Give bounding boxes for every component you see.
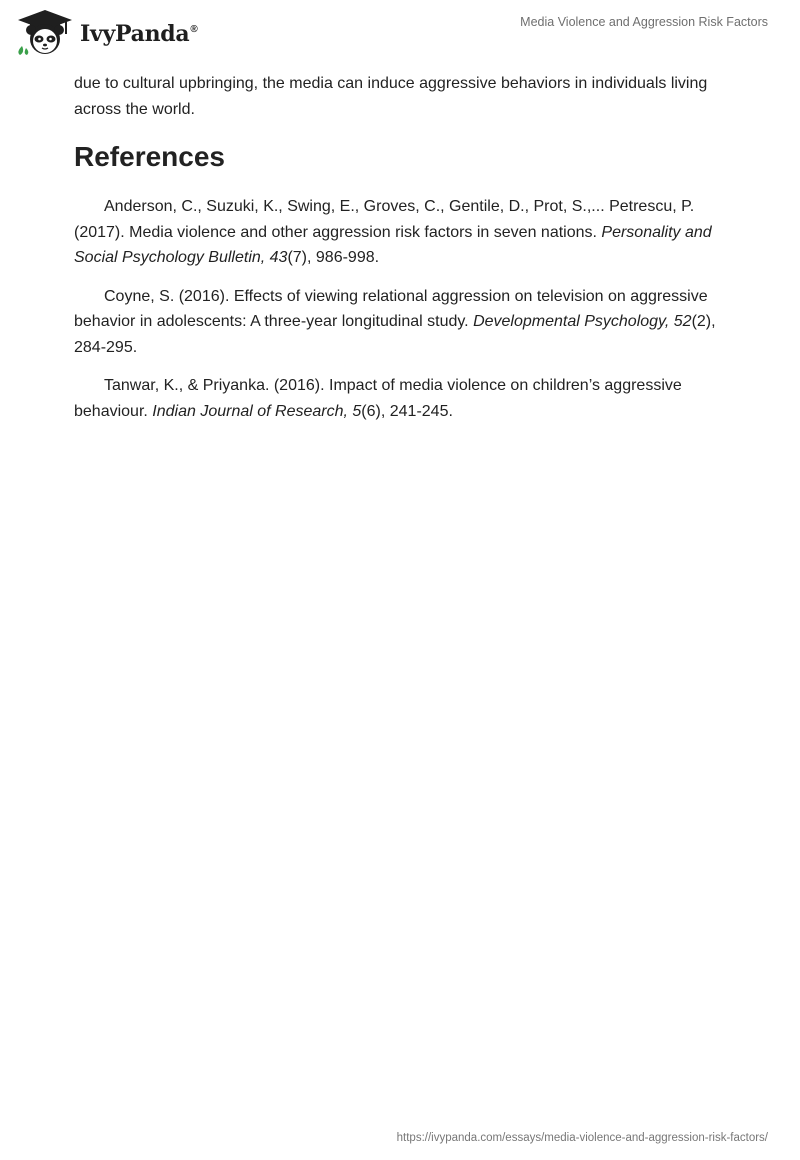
journal-title: Developmental Psychology, 52	[473, 313, 692, 330]
journal-title: Personality and Social Psychology Bulletin, 43	[74, 223, 712, 266]
brand-name: IvyPanda®	[80, 21, 198, 47]
page-header	[0, 0, 800, 70]
source-url-link[interactable]: https://ivypanda.com/essays/media-violence-and-aggression-risk-factors/	[396, 1132, 768, 1144]
ivypanda-logo[interactable]	[14, 8, 196, 56]
reference-item: Tanwar, K., & Priyanka. (2016). Impact of media violence on children’s aggressive behaviour. Indian Journal of Research, 5(6), 241-245.	[74, 377, 682, 420]
references-heading: References	[74, 141, 225, 172]
intro-paragraph: due to cultural upbringing, the media can induce aggressive behaviors in individuals living across the world.	[74, 75, 708, 118]
reference-item: Anderson, C., Suzuki, K., Swing, E., Groves, C., Gentile, D., Prot, S.,... Petrescu, P. (2017). Media violence and other aggression risk factors in seven nations. Personality and Social Psychology Bulletin, 43(7), 986-998.	[74, 198, 712, 266]
reference-item: Coyne, S. (2016). Effects of viewing relational aggression on television on aggressive behavior in adolescents: A three-year longitudinal study. Developmental Psychology, 52(2), 284-295.	[74, 287, 716, 356]
panda-graduation-cap-icon	[14, 8, 76, 56]
document-body	[74, 71, 730, 437]
registered-mark: ®	[190, 24, 198, 35]
journal-title: Indian Journal of Research, 5	[152, 402, 362, 420]
running-title: Media Violence and Aggression Risk Factors	[520, 15, 768, 29]
